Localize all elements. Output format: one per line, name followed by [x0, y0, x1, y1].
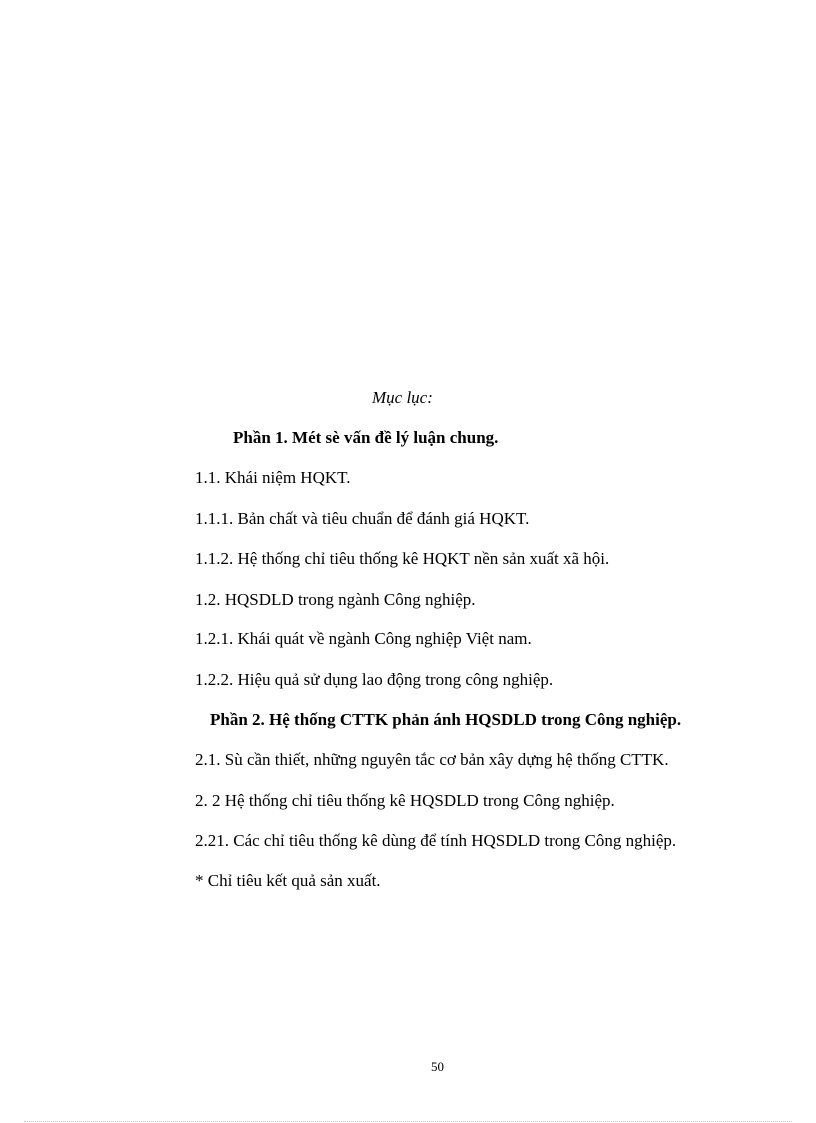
toc-entry-1-2-2: 1.2.2. Hiệu quả sử dụng lao động trong công nghiệp. [195, 670, 554, 689]
toc-title: Mục lục: [372, 388, 433, 407]
toc-entry-1-1: 1.1. Khái niệm HQKT. [195, 468, 351, 487]
toc-entry-2-2: 2. 2 Hệ thống chỉ tiêu thống kê HQSDLD trong Công nghiệp. [195, 791, 615, 810]
toc-entry-1-1-2: 1.1.2. Hệ thống chỉ tiêu thống kê HQKT nền sản xuất xã hội. [195, 549, 610, 568]
toc-entry-1-2-1: 1.2.1. Khái quát về ngành Công nghiệp Việt nam. [195, 629, 532, 648]
toc-part-1: Phần 1. Mét sè vấn đề lý luận chung. [233, 428, 499, 447]
toc-entry-2-1: 2.1. Sù cần thiết, những nguyên tắc cơ bản xây dựng hệ thống CTTK. [195, 750, 669, 769]
toc-part-2: Phần 2. Hệ thống CTTK phản ánh HQSDLD trong Công nghiệp. [210, 710, 682, 729]
page-bottom-divider [24, 1121, 792, 1122]
toc-entry-result-indicator: * Chỉ tiêu kết quả sản xuất. [195, 871, 381, 890]
toc-entry-1-1-1: 1.1.1. Bản chất và tiêu chuẩn để đánh giá HQKT. [195, 509, 530, 528]
toc-entry-2-21: 2.21. Các chỉ tiêu thống kê dùng để tính HQSDLD trong Công nghiệp. [195, 831, 677, 850]
page-number: 50 [431, 1059, 444, 1074]
toc-entry-1-2: 1.2. HQSDLD trong ngành Công nghiệp. [195, 590, 476, 609]
